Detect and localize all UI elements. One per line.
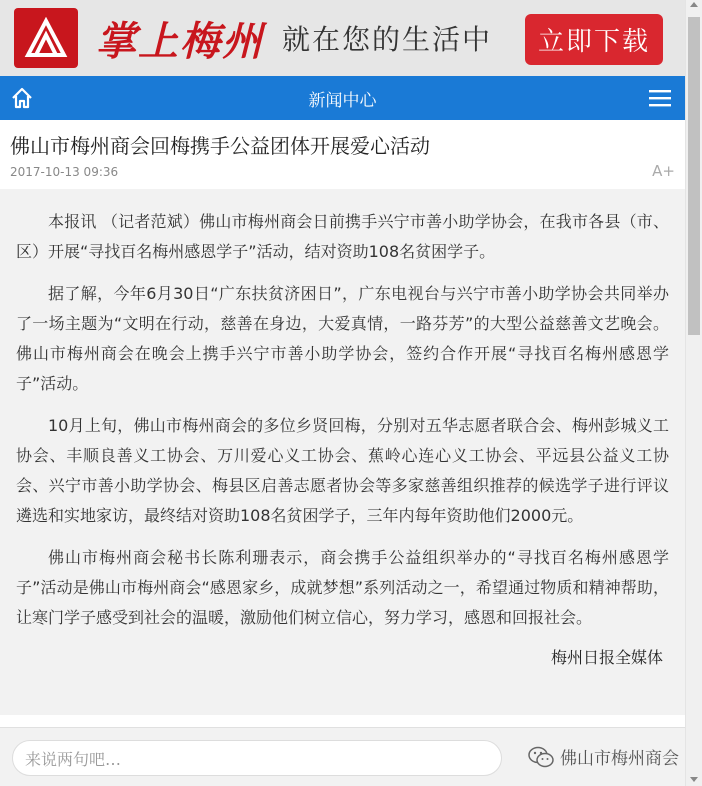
nav-title: 新闻中心 — [308, 90, 377, 111]
article-paragraph: 佛山市梅州商会秘书长陈利珊表示，商会携手公益组织举办的“寻找百名梅州感恩学子”活动是佛山市梅州商会“感恩家乡，成就梦想”系列活动之一，希望通过物质和精神帮助，让寒门学子感受到社会的温暖，激励他们树立信心，努力学习，感恩和回报社会。 — [16, 548, 669, 627]
scroll-up-arrow-icon[interactable] — [690, 2, 698, 7]
brand-name: 掌上梅州 — [96, 17, 264, 65]
article-paragraph: 10月上旬，佛山市梅州商会的多位乡贤回梅，分别对五华志愿者联合会、梅州彭城义工协会、丰顺良善义工协会、万川爱心义工协会、蕉岭心连心义工协会、平远县公益义工协会、兴宁市善小助学协会、梅县区启善志愿者协会等多家慈善组织推荐的候选学子进行评议遴选和实地家访，最终结对资助108名贫困学子，三年内每年资助他们2000元。 — [16, 416, 669, 525]
comment-input[interactable]: 来说两句吧… — [12, 740, 502, 776]
app-download-banner[interactable] — [0, 0, 685, 76]
navbar — [0, 76, 685, 120]
article-source: 梅州日报全媒体 — [550, 648, 663, 667]
article-header — [0, 120, 685, 189]
scrollbar-thumb[interactable] — [688, 17, 700, 335]
watermark-text: 佛山市梅州商会 — [560, 749, 679, 769]
banner-slogan: 就在您的生活中 — [282, 23, 493, 56]
home-icon[interactable] — [10, 86, 34, 110]
wechat-icon — [528, 746, 554, 768]
article-date: 2017-10-13 09:36 — [10, 165, 119, 179]
comment-bar — [0, 727, 685, 786]
scroll-down-arrow-icon[interactable] — [690, 777, 698, 782]
watermark — [528, 744, 679, 769]
app-logo-icon — [14, 8, 78, 68]
hamburger-menu-icon[interactable] — [649, 87, 671, 109]
article-paragraph: 据了解，今年6月30日“广东扶贫济困日”，广东电视台与兴宁市善小助学协会共同举办了一场主题为“文明在行动，慈善在身边，大爱真情，一路芬芳”的大型公益慈善文艺晚会。佛山市梅州商会在晚会上携手兴宁市善小助学协会，签约合作开展“寻找百名梅州感恩学子”活动。 — [16, 284, 669, 393]
article-title: 佛山市梅州商会回梅携手公益团体开展爱心活动 — [10, 134, 430, 158]
article-body — [0, 189, 685, 715]
vertical-scrollbar[interactable] — [685, 0, 702, 786]
download-app-button[interactable]: 立即下载 — [525, 14, 663, 65]
article-paragraph: 本报讯 （记者范斌）佛山市梅州商会日前携手兴宁市善小助学协会，在我市各县（市、区）开展“寻找百名梅州感恩学子”活动，结对资助108名贫困学子。 — [16, 212, 669, 261]
font-size-button[interactable]: A+ — [652, 162, 675, 180]
